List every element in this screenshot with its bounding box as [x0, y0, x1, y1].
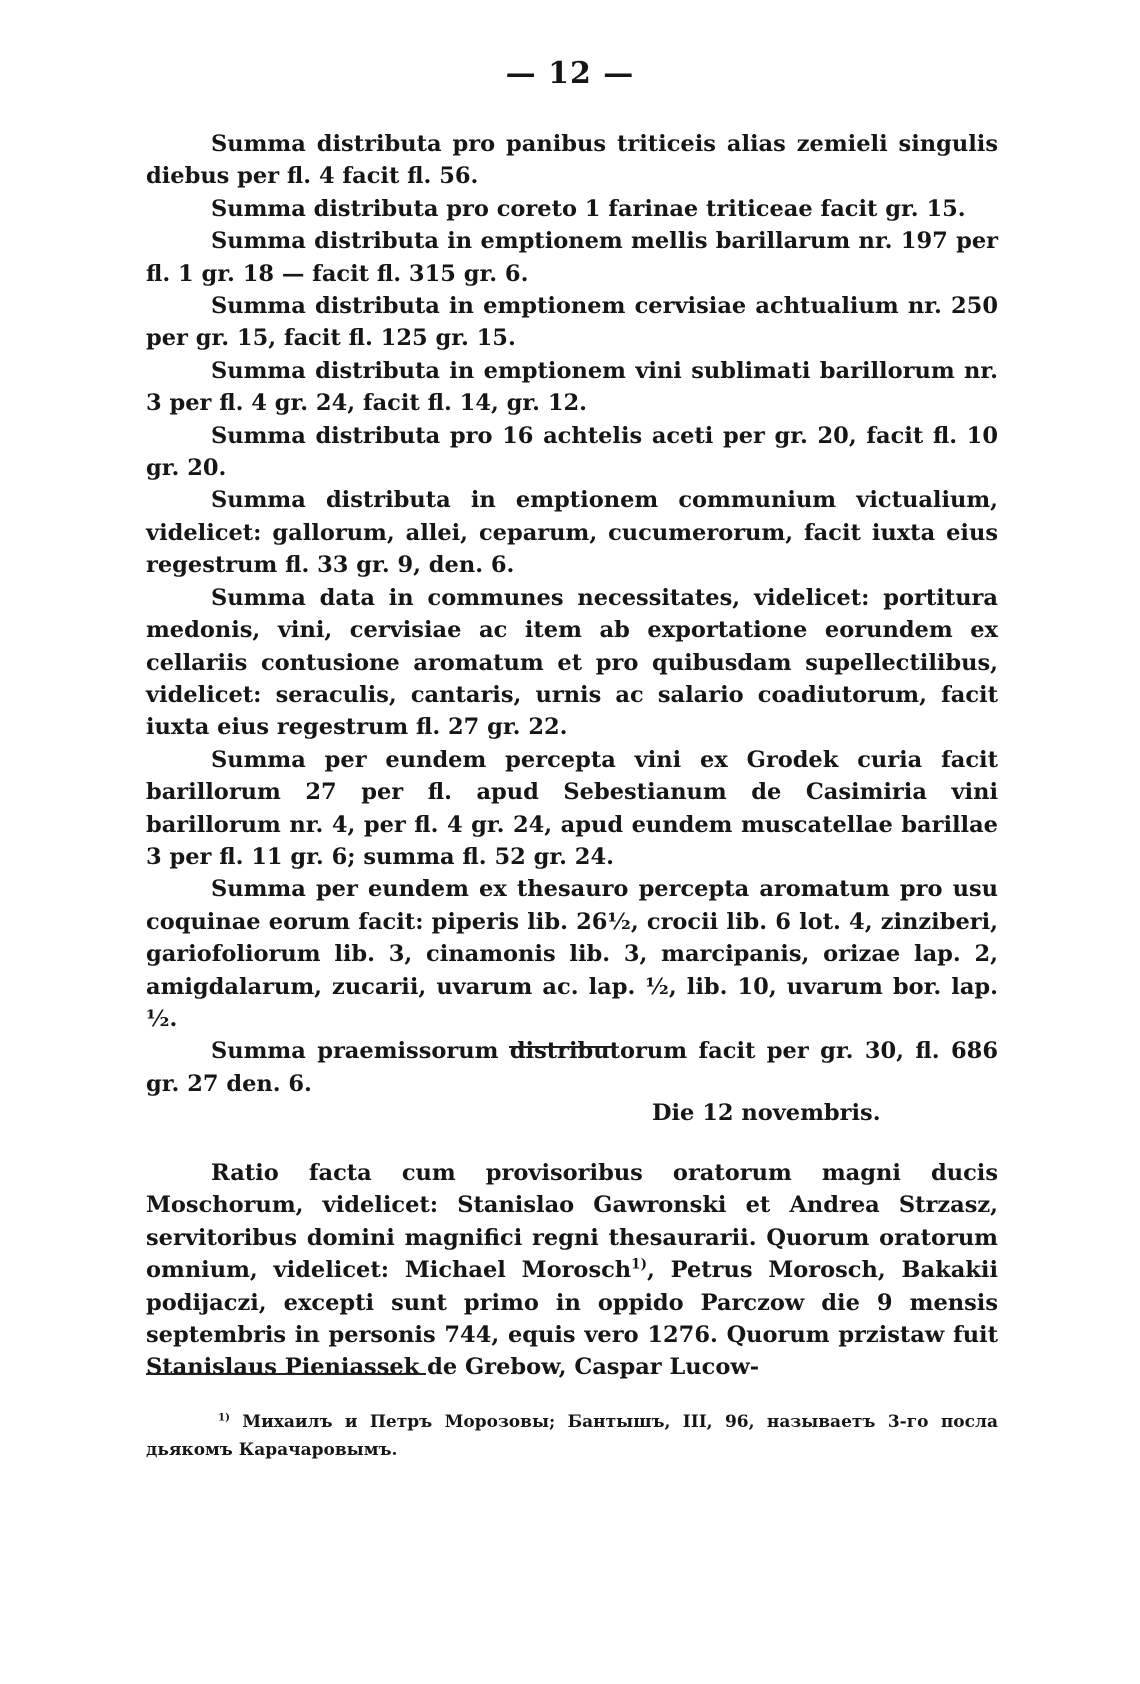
- entry-paragraph: Summa distributa in emptionem cervisiae achtualium nr. 250 per gr. 15, facit fl. 125 gr. 15.: [146, 293, 998, 352]
- entry-paragraph: Summa distributa in emptionem communium victualium, videlicet: gallorum, allei, ceparum, cucumerorum, facit iuxta eius regestrum fl. 33 gr. 9, den. 6.: [146, 487, 998, 579]
- page-number: — 12 —: [505, 56, 635, 91]
- entry-paragraph: Summa distributa pro 16 achtelis aceti per gr. 20, facit fl. 10 gr. 20.: [146, 422, 998, 482]
- entry-paragraph: Summa distributa pro coreto 1 farinae triticeae facit gr. 15.: [211, 195, 966, 222]
- ratio-text-start: Ratio facta cum provisoribus oratorum magni ducis Moschorum, videlicet: Stanislao Gawronski et Andrea Strzasz, servitoribus domini magnifici regni thesaurarii. Quorum oratorum omnium, videlicet: Michael Morosch: [146, 1160, 998, 1284]
- entry-paragraph: Summa data in communes necessitates, videlicet: portitura medonis, vini, cervisiae ac item ab exportatione eorundem ex cellariis contusione aromatum et pro quibusdam supellectilibus, videlicet: seraculis, cantaris, urnis ac salario coadiutorum, facit iuxta eius regestrum fl. 27 gr. 22.: [146, 584, 998, 741]
- entry-paragraph: Summa per eundem percepta vini ex Grodek curia facit barillorum 27 per fl. apud Sebestianum de Casimiria vini barillorum nr. 4, per fl. 4 gr. 24, apud eundem muscatellae barillae 3 per fl. 11 gr. 6; summa fl. 52 gr. 24.: [146, 746, 998, 870]
- section-divider: [509, 1046, 614, 1048]
- ratio-text-end: , Petrus Morosch, Bakakii podijaczi, excepti sunt primo in oppido Parczow die 9 mensis septembris in personis 744, equis vero 1276. Quorum przistaw fuit Stanislaus Pieniassek de Grebow, Caspar Lucow-: [146, 1257, 998, 1381]
- ratio-paragraph: [146, 1157, 998, 1384]
- footnote-reference: 1): [631, 1256, 647, 1273]
- entry-paragraph: Summa distributa pro panibus triticeis alias zemieli singulis diebus per fl. 4 facit fl. 56.: [146, 131, 998, 190]
- account-entries: [146, 128, 998, 1100]
- footnote: [146, 1408, 998, 1464]
- entry-paragraph: Summa distributa in emptionem mellis barillarum nr. 197 per fl. 1 gr. 18 — facit fl. 315 gr. 6.: [146, 228, 998, 287]
- date-heading: Die 12 novembris.: [652, 1100, 881, 1126]
- entry-paragraph: Summa distributa in emptionem vini sublimati barillorum nr. 3 per fl. 4 gr. 24, facit fl. 14, gr. 12.: [146, 357, 998, 417]
- footnote-text: Михаилъ и Петръ Морозовы; Бантышъ, III, 96, называетъ 3-го посла дьякомъ Карачаровымъ.: [146, 1412, 998, 1460]
- ratio-section: [146, 1157, 998, 1384]
- footnote-divider: [146, 1373, 426, 1375]
- footnote-marker: 1): [218, 1411, 230, 1424]
- entry-paragraph: Summa per eundem ex thesauro percepta aromatum pro usu coquinae eorum facit: piperis lib. 26½, crocii lib. 6 lot. 4, zinziberi, gariofoliorum lib. 3, cinamonis lib. 3, marcipanis, orizae lap. 2, amigdalarum, zucarii, uvarum ac. lap. ½, lib. 10, uvarum bor. lap. ½.: [146, 876, 998, 1032]
- entry-paragraph: Summa praemissorum distributorum facit per gr. 30, fl. 686 gr. 27 den. 6.: [146, 1038, 998, 1097]
